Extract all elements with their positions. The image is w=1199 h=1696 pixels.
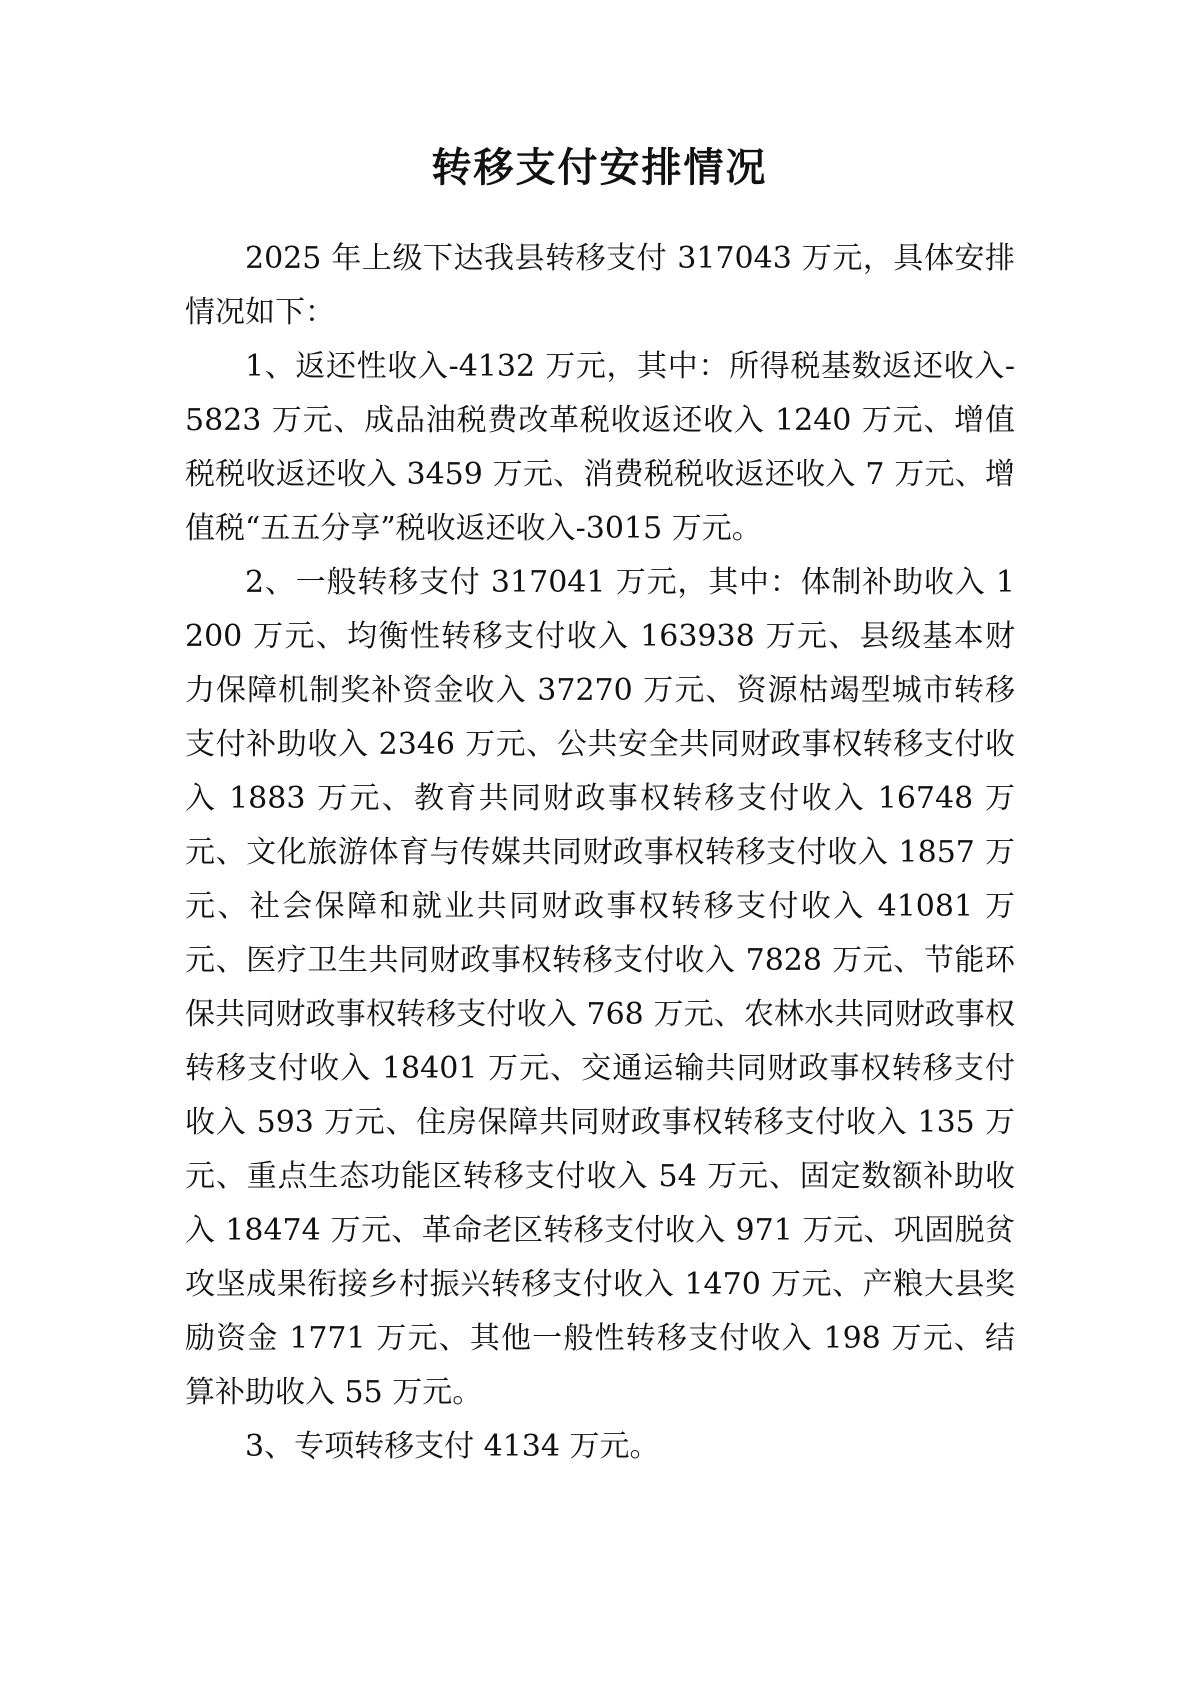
special-transfer-paragraph: 3、专项转移支付 4134 万元。 xyxy=(245,1429,660,1464)
document-body xyxy=(185,232,1015,1474)
document-title: 转移支付安排情况 xyxy=(431,145,768,191)
returnable-income-paragraph: 1、返还性收入-4132 万元，其中：所得税基数返还收入-5823 万元、成品油税费改革税收返还收入 1240 万元、增值税税收返还收入 3459 万元、消费税税收返还收入 7 万元、增值税“五五分享”税收返还收入-3015 万元。 xyxy=(185,349,1015,546)
intro-paragraph: 2025 年上级下达我县转移支付 317043 万元，具体安排情况如下： xyxy=(185,241,1015,330)
general-transfer-paragraph: 2、一般转移支付 317041 万元，其中：体制补助收入 1200 万元、均衡性转移支付收入 163938 万元、县级基本财力保障机制奖补资金收入 37270 万元、资源枯竭型城市转移支付补助收入 2346 万元、公共安全共同财政事权转移支付收入 1883 万元、教育共同财政事权转移支付收入 16748 万元、文化旅游体育与传媒共同财政事权转移支付收入 1857 万元、社会保障和就业共同财政事权转移支付收入 41081 万元、医疗卫生共同财政事权转移支付收入 7828 万元、节能环保共同财政事权转移支付收入 768 万元、农林水共同财政事权转移支付收入 18401 万元、交通运输共同财政事权转移支付收入 593 万元、住房保障共同财政事权转移支付收入 135 万元、重点生态功能区转移支付收入 54 万元、固定数额补助收入 18474 万元、革命老区转移支付收入 971 万元、巩固脱贫攻坚成果衔接乡村振兴转移支付收入 1470 万元、产粮大县奖励资金 1771 万元、其他一般性转移支付收入 198 万元、结算补助收入 55 万元。 xyxy=(185,565,1015,1410)
